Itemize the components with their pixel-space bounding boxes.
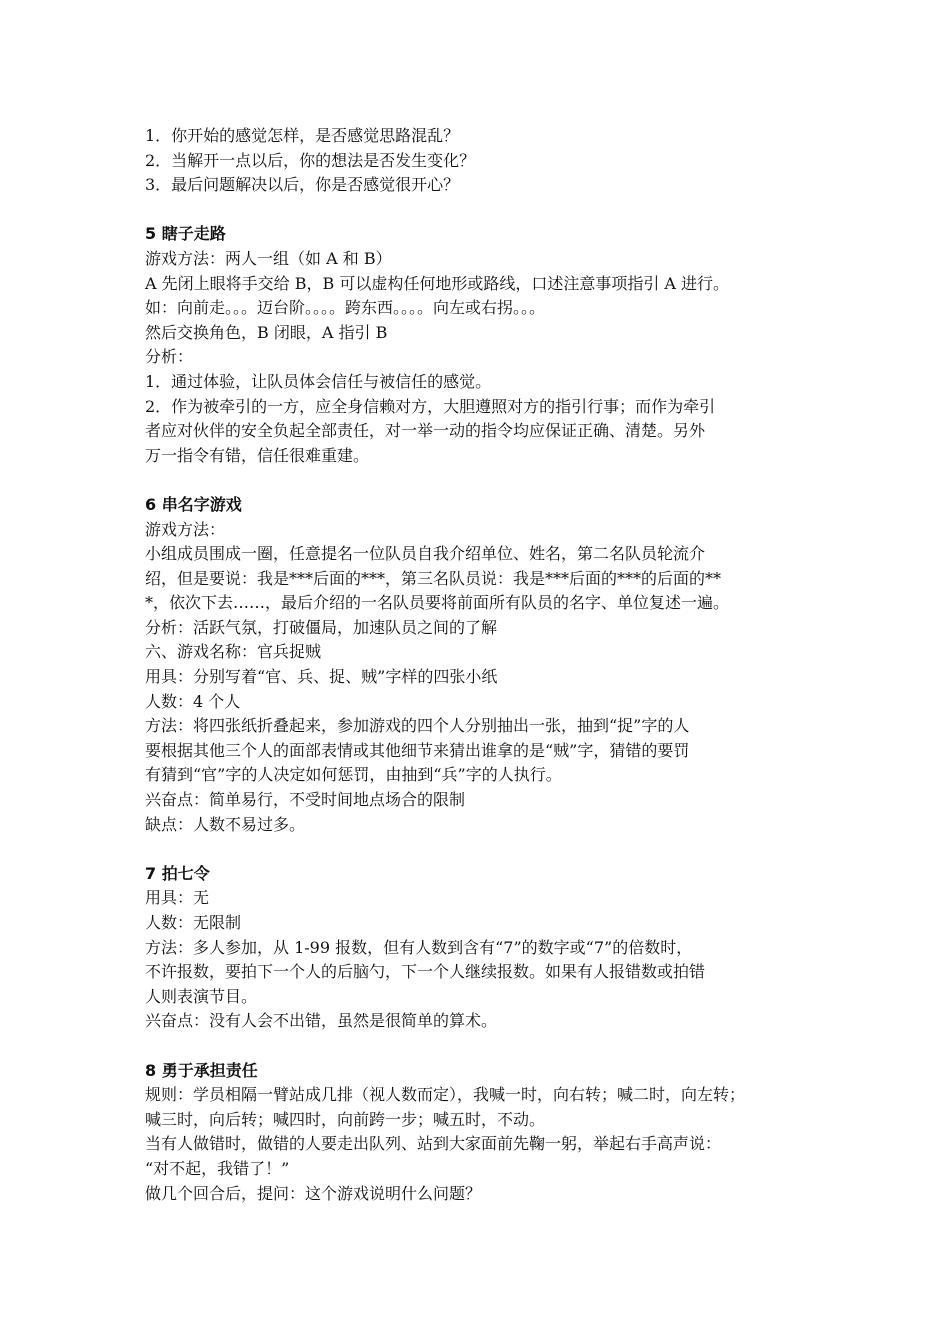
text-line: 规则：学员相隔一臂站成几排（视人数而定），我喊一时，向右转；喊二时，向左转； <box>145 1085 746 1105</box>
text-line: 做几个回合后，提问：这个游戏说明什么问题？ <box>145 1183 482 1203</box>
text-line: 不许报数，要拍下一个人的后脑勺，下一个人继续报数。如果有人报错数或拍错 <box>145 962 706 982</box>
text-line: 方法：多人参加，从 1-99 报数，但有人数到含有“7”的数字或“7”的倍数时， <box>145 937 693 957</box>
text-line: 游戏方法： <box>145 519 226 539</box>
text-line: 缺点：人数不易过多。 <box>145 814 306 834</box>
text-line: 人则表演节目。 <box>145 986 258 1006</box>
text-line: 人数：无限制 <box>145 913 242 932</box>
section-6 <box>145 493 825 837</box>
text-line: 如：向前走。。。迈台阶。。。。跨东西。。。。向左或右拐。。。 <box>145 298 546 318</box>
text-line: 有猜到“官”字的人决定如何惩罚，由抽到“兵”字的人执行。 <box>145 765 562 785</box>
text-line: A 先闭上眼将手交给 B，B 可以虚构任何地形或路线，口述注意事项指引 A 进行。 <box>145 273 730 293</box>
question-line: 3．最后问题解决以后，你是否感觉很开心？ <box>145 175 460 195</box>
section-5 <box>145 222 825 468</box>
text-line: 方法：将四张纸折叠起来，参加游戏的四个人分别抽出一张，抽到“捉”字的人 <box>145 716 690 736</box>
text-line: 用具：分别写着“官、兵、捉、贼”字样的四张小纸 <box>145 667 498 687</box>
text-line: 者应对伙伴的安全负起全部责任，对一举一动的指令均应保证正确、清楚。另外 <box>145 421 706 441</box>
text-line: 喊三时，向后转；喊四时，向前跨一步；喊五时，不动。 <box>145 1109 546 1129</box>
text-line: 然后交换角色，B 闭眼，A 指引 B <box>145 322 388 342</box>
text-line: 游戏方法：两人一组（如 A 和 B） <box>145 248 392 268</box>
text-line: 六、游戏名称：官兵捉贼 <box>145 642 322 662</box>
section-8 <box>145 1059 825 1207</box>
text-line: 小组成员围成一圈，任意提名一位队员自我介绍单位、姓名，第二名队员轮流介 <box>145 544 706 564</box>
text-line: 万一指令有错，信任很难重建。 <box>145 445 370 465</box>
intro-questions <box>145 124 825 198</box>
section-7 <box>145 862 825 1034</box>
section-title: 6 串名字游戏 <box>145 494 242 514</box>
section-title: 5 瞎子走路 <box>145 224 226 244</box>
text-line: “对不起，我错了！” <box>145 1158 290 1178</box>
text-line: 2．作为被牵引的一方，应全身信赖对方，大胆遵照对方的指引行事；而作为牵引 <box>145 396 716 416</box>
section-title: 8 勇于承担责任 <box>145 1060 258 1080</box>
question-line: 2．当解开一点以后，你的想法是否发生变化？ <box>145 150 476 170</box>
text-line: 用具：无 <box>145 888 210 908</box>
text-line: 1．通过体验，让队员体会信任与被信任的感觉。 <box>145 371 492 391</box>
text-line: 兴奋点：简单易行，不受时间地点场合的限制 <box>145 790 466 810</box>
text-line: 兴奋点：没有人会不出错，虽然是很简单的算术。 <box>145 1011 498 1031</box>
text-line: 绍，但是要说：我是***后面的***，第三名队员说：我是***后面的***的后面的** <box>145 568 722 588</box>
text-line: 分析：活跃气氛，打破僵局，加速队员之间的了解 <box>145 617 498 637</box>
text-line: *，依次下去……，最后介绍的一名队员要将前面所有队员的名字、单位复述一遍。 <box>145 593 730 613</box>
question-line: 1．你开始的感觉怎样，是否感觉思路混乱？ <box>145 126 460 145</box>
text-line: 要根据其他三个人的面部表情或其他细节来猜出谁拿的是“贼”字，猜错的要罚 <box>145 740 690 760</box>
section-title: 7 拍七令 <box>145 863 210 883</box>
text-line: 当有人做错时，做错的人要走出队列、站到大家面前先鞠一躬，举起右手高声说： <box>145 1134 722 1154</box>
text-line: 人数：4 个人 <box>145 691 241 711</box>
text-line: 分析： <box>145 347 194 367</box>
document-page <box>145 124 825 1206</box>
